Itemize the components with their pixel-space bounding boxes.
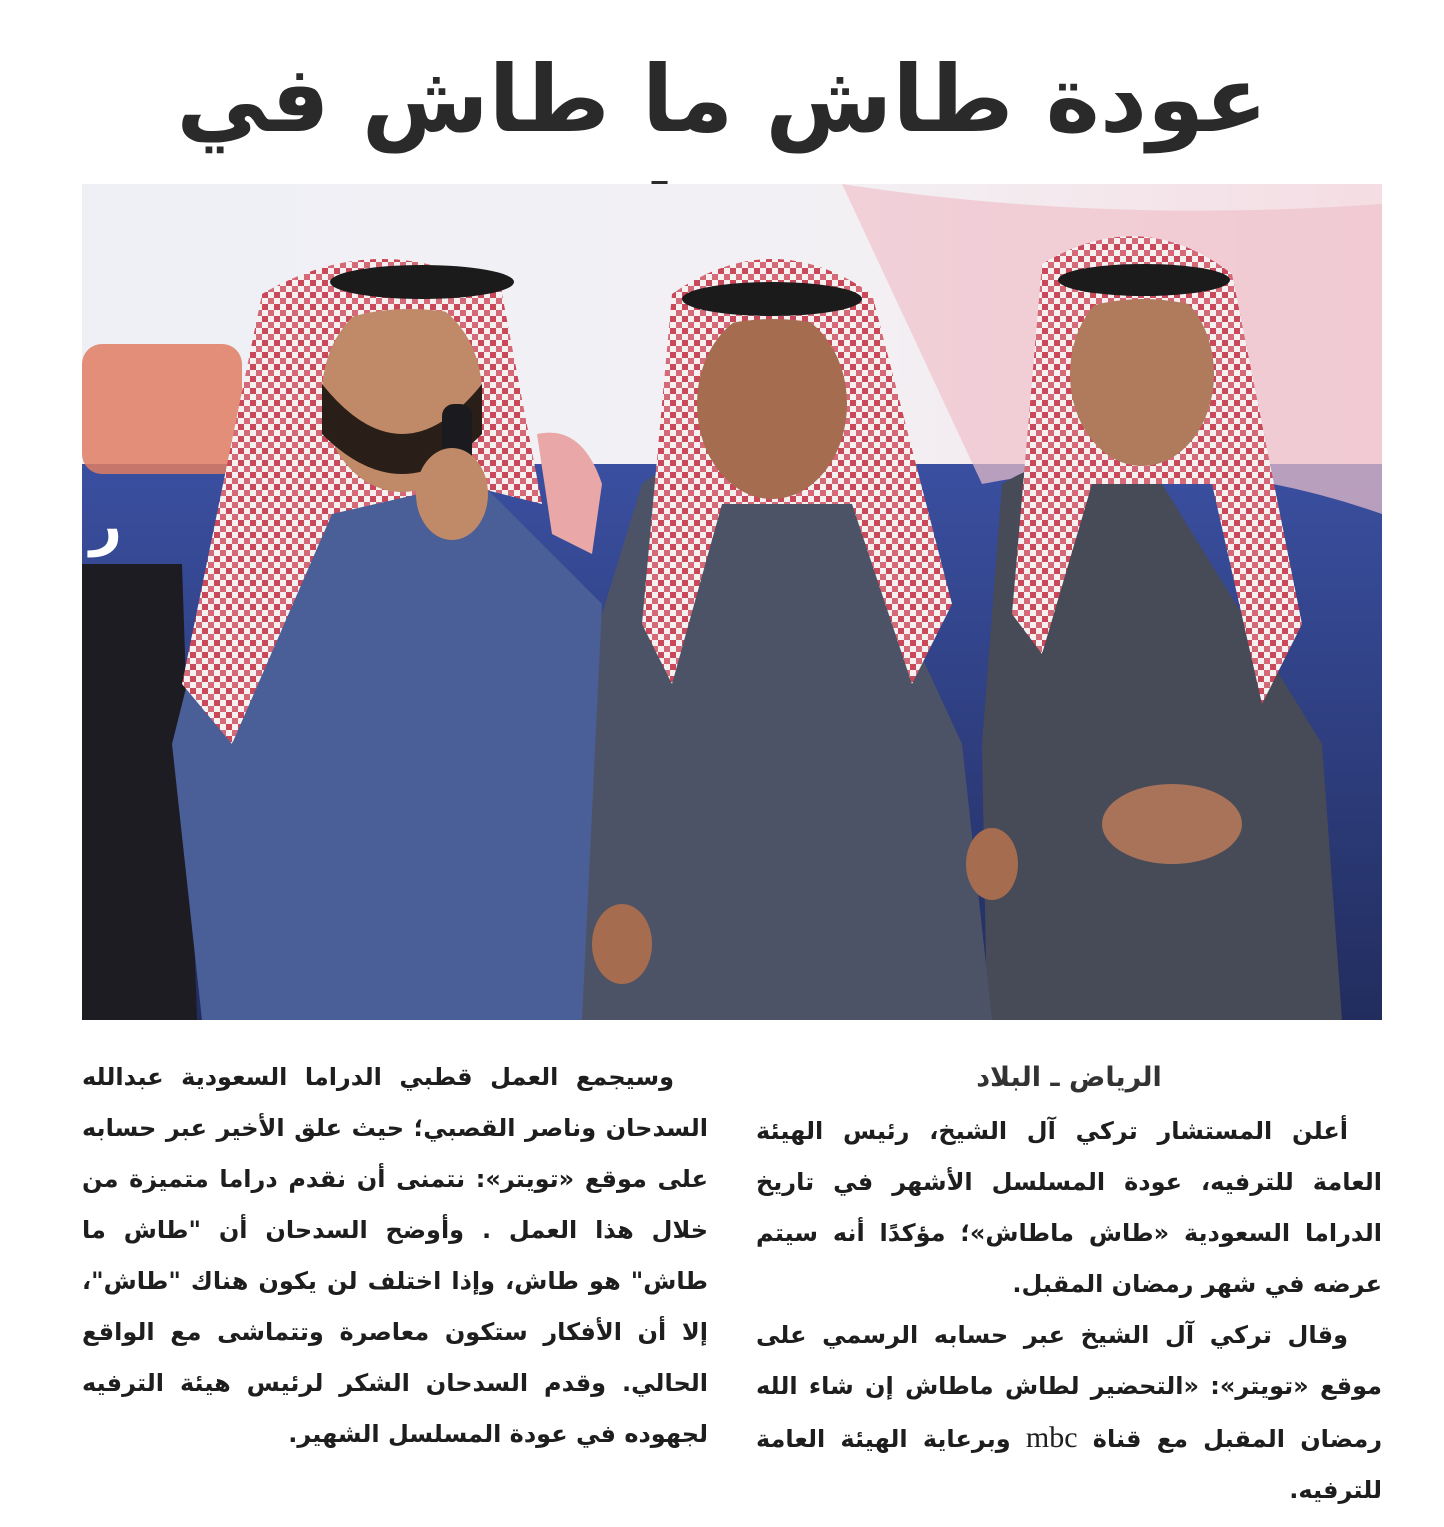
channel-name: mbc (1025, 1421, 1078, 1454)
article-column-right (756, 1106, 1382, 1516)
paragraph: أعلن المستشار تركي آل الشيخ، رئيس الهيئة العامة للترفيه، عودة المسلسل الأشهر في تاريخ الدراما السعودية «طاش ماطاش»؛ مؤكدًا أنه سيتم عرضه في شهر رمضان المقبل. (756, 1117, 1382, 1298)
article-column-left (82, 1052, 708, 1460)
headline: عودة طاش ما طاش في (176, 46, 1268, 153)
backdrop-text: ر ال (2, 493, 122, 558)
paragraph-text: وقال تركي آل الشيخ عبر حسابه الرسمي على موقع «تويتر»: «التحضير لطاش ماطاش إن شاء الله رمضان المقبل مع قناة (756, 1321, 1383, 1453)
news-photo (2, 184, 1382, 1020)
paragraph-text: وبرعاية الهيئة العامة للترفيه. (756, 1425, 1382, 1504)
paragraph (756, 1310, 1382, 1516)
backdrop-hand-graphic (82, 344, 242, 474)
dateline: الرياض ـ البلاد (976, 1062, 1162, 1093)
paragraph: وسيجمع العمل قطبي الدراما السعودية عبدالله السدحان وناصر القصبي؛ حيث علق الأخير عبر حسابه على موقع «تويتر»: نتمنى أن نقدم دراما متميزة من خلال هذا العمل . وأوضح السدحان أن "طاش ما طاش" هو طاش، وإذا اختلف لن يكون هناك "طاش"، إلا أن الأفكار ستكون معاصرة وتتماشى مع الواقع الحالي. وقدم السدحان الشكر لرئيس هيئة الترفيه لجهوده في عودة المسلسل الشهير. (82, 1063, 708, 1448)
